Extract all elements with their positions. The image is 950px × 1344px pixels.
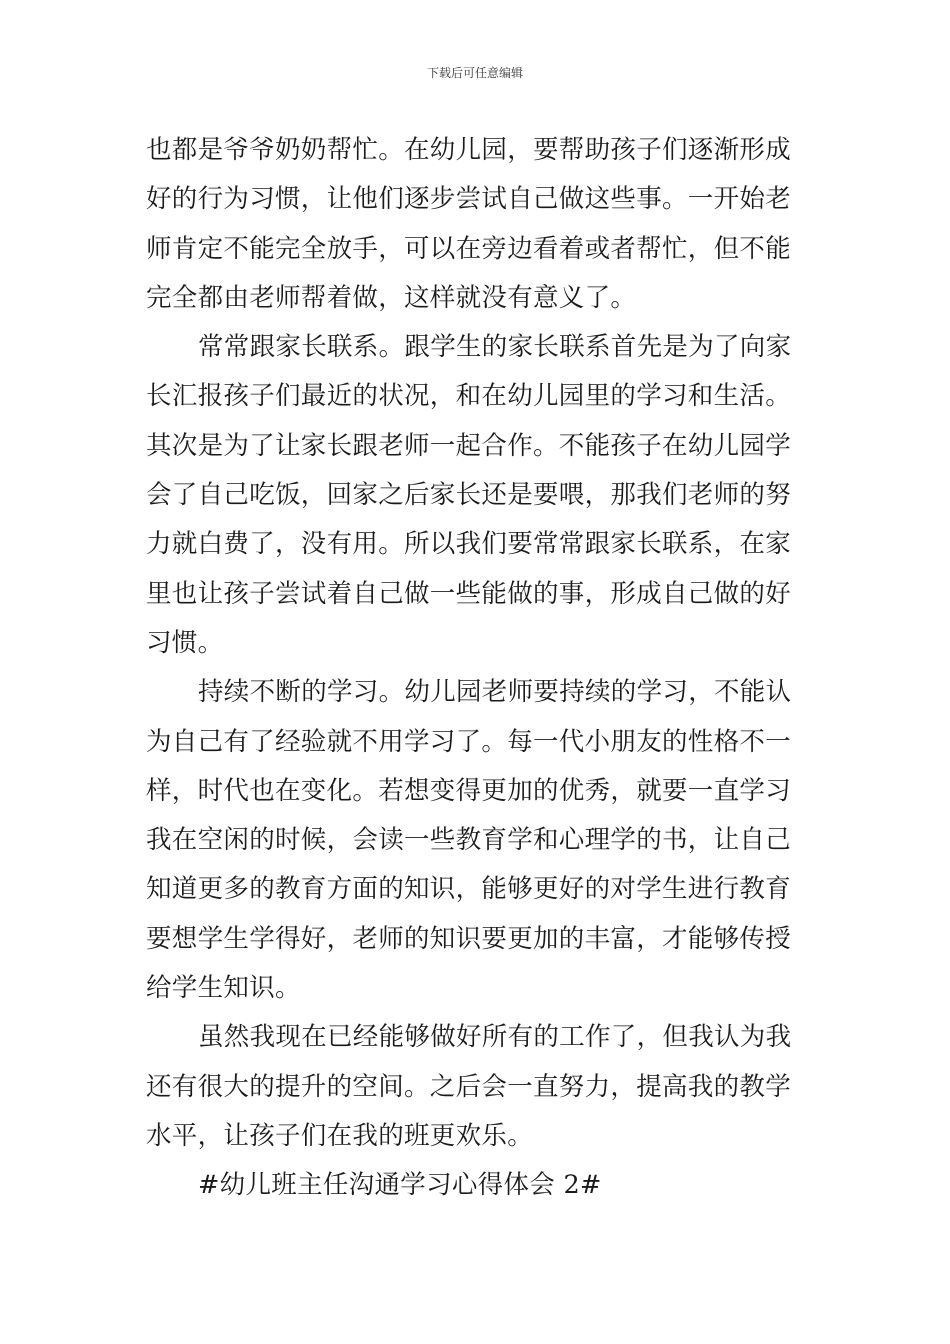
text-line: 好的行为习惯，让他们逐步尝试自己做这些事。一开始老 xyxy=(146,184,792,215)
paragraph xyxy=(146,1013,826,1161)
paragraph xyxy=(146,126,826,323)
text-line: #幼儿班主任沟通学习心得体会 2# xyxy=(198,1170,602,1201)
text-line: 我在空闲的时候，会读一些教育学和心理学的书，让自己 xyxy=(146,825,792,856)
text-line: 为自己有了经验就不用学习了。每一代小朋友的性格不一 xyxy=(146,726,792,757)
text-line: 里也让孩子尝试着自己做一些能做的事，形成自己做的好 xyxy=(146,578,792,609)
paragraph xyxy=(146,323,826,668)
document-body xyxy=(146,126,826,1211)
text-line: 长汇报孩子们最近的状况，和在幼儿园里的学习和生活。 xyxy=(146,381,792,412)
text-line: 常常跟家长联系。跟学生的家长联系首先是为了向家 xyxy=(198,332,792,363)
text-line: 要想学生学得好，老师的知识要更加的丰富，才能够传授 xyxy=(146,923,792,954)
page-header: 下载后可任意编辑 xyxy=(426,66,523,80)
section-heading xyxy=(146,1161,826,1210)
text-line: 习惯。 xyxy=(146,627,224,658)
text-line: 力就白费了，没有用。所以我们要常常跟家长联系，在家 xyxy=(146,529,792,560)
text-line: 会了自己吃饭，回家之后家长还是要喂，那我们老师的努 xyxy=(146,480,792,511)
paragraph xyxy=(146,668,826,1013)
text-line: 知道更多的教育方面的知识，能够更好的对学生进行教育 xyxy=(146,874,792,905)
text-line: 还有很大的提升的空间。之后会一直努力，提高我的教学 xyxy=(146,1071,792,1102)
text-line: 样，时代也在变化。若想变得更加的优秀，就要一直学习 xyxy=(146,775,792,806)
text-line: 其次是为了让家长跟老师一起合作。不能孩子在幼儿园学 xyxy=(146,430,792,461)
text-line: 完全都由老师帮着做，这样就没有意义了。 xyxy=(146,282,637,313)
text-line: 水平，让孩子们在我的班更欢乐。 xyxy=(146,1120,534,1151)
text-line: 师肯定不能完全放手，可以在旁边看着或者帮忙，但不能 xyxy=(146,233,792,264)
text-line: 持续不断的学习。幼儿园老师要持续的学习，不能认 xyxy=(198,677,792,708)
text-line: 虽然我现在已经能够做好所有的工作了，但我认为我 xyxy=(198,1022,792,1053)
text-line: 给学生知识。 xyxy=(146,973,301,1004)
text-line: 也都是爷爷奶奶帮忙。在幼儿园，要帮助孩子们逐渐形成 xyxy=(146,135,792,165)
